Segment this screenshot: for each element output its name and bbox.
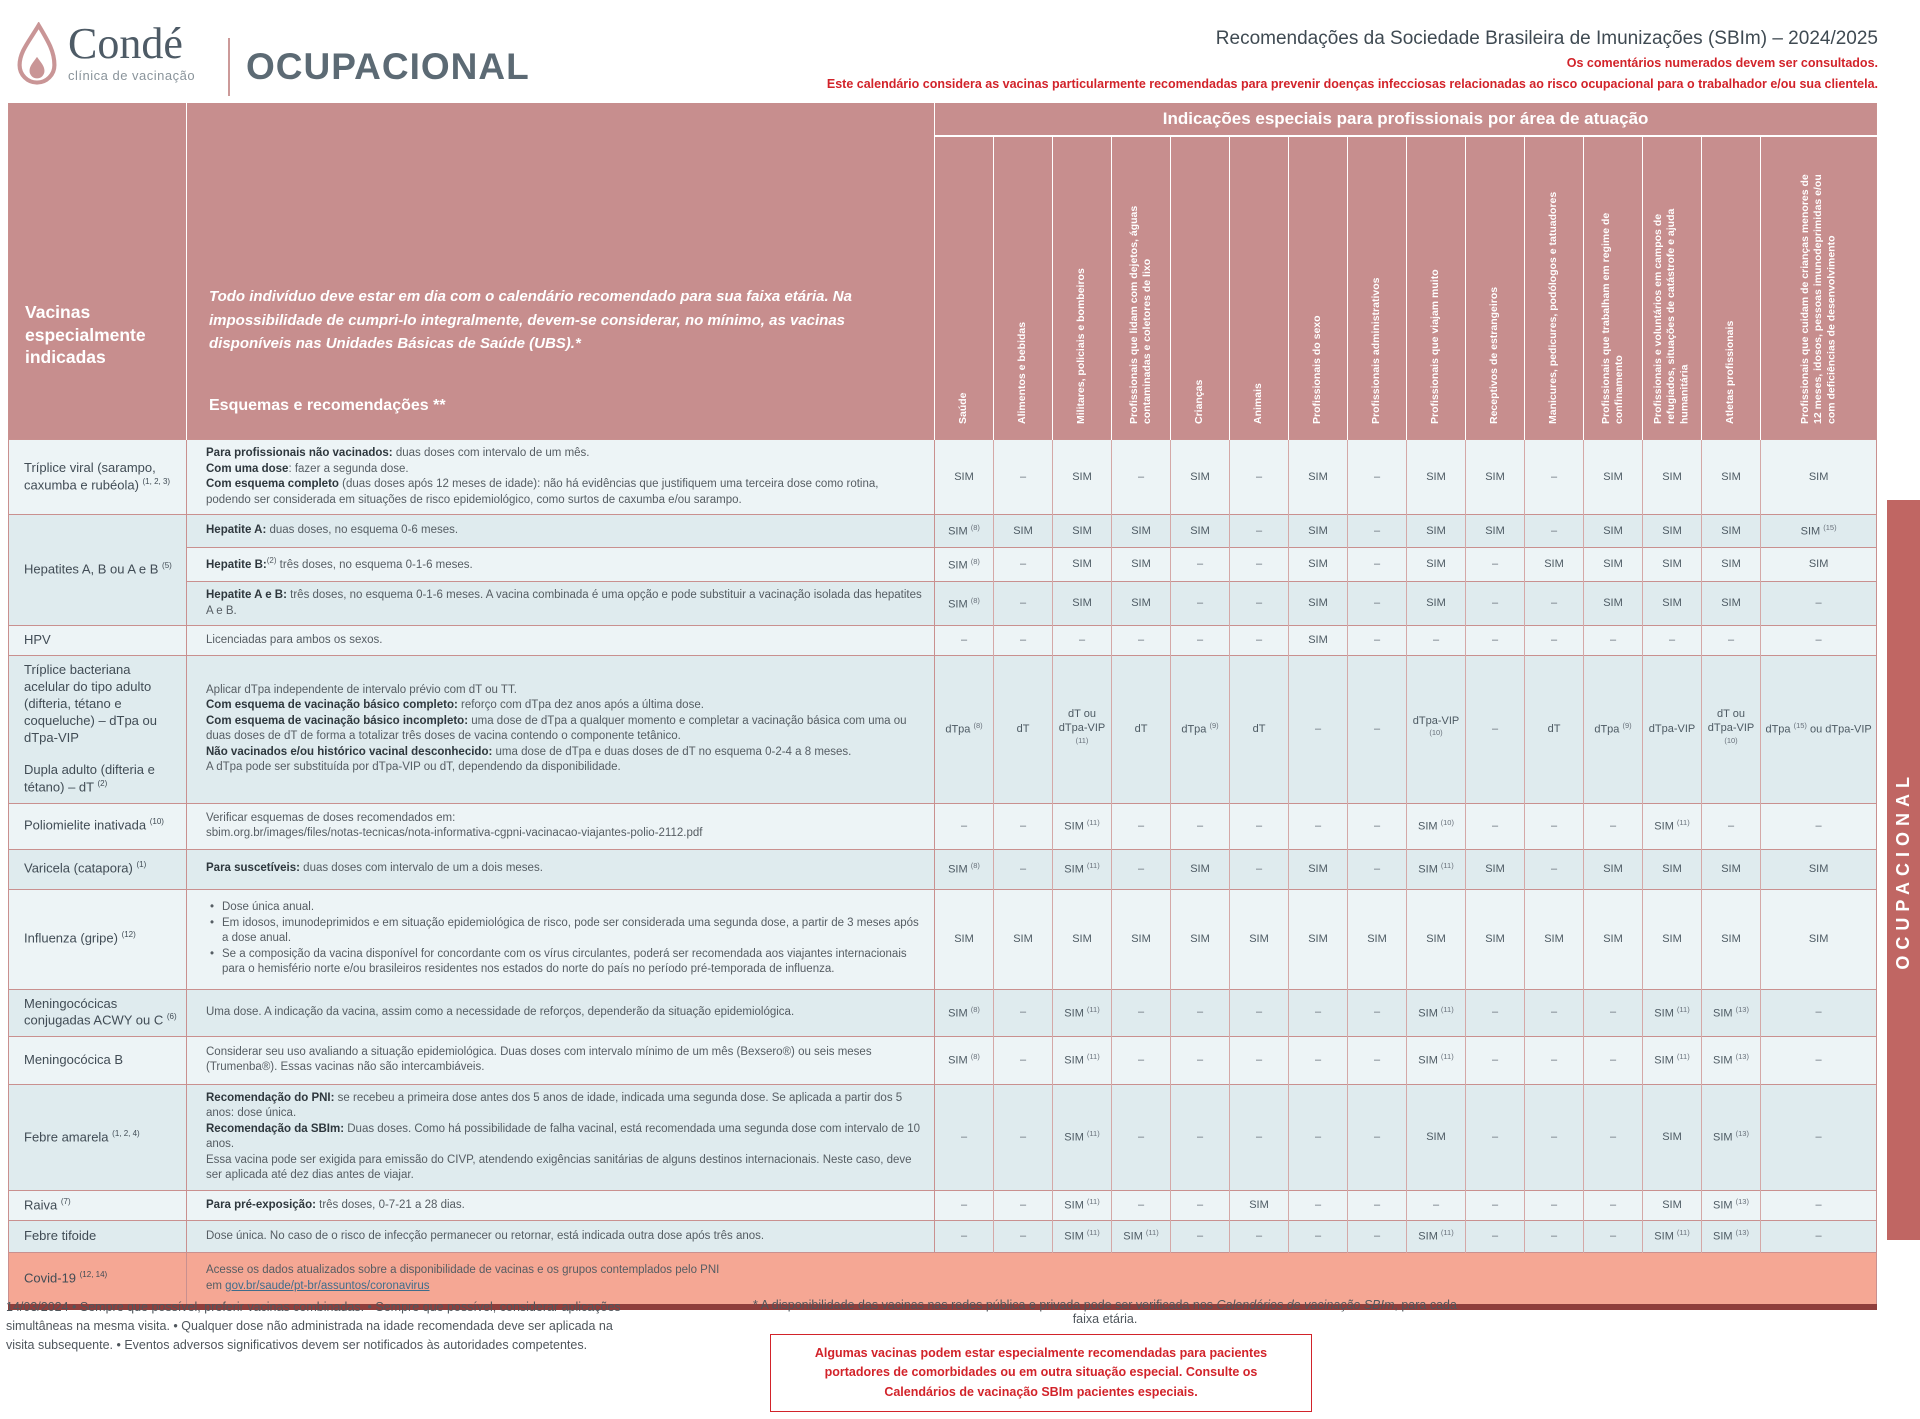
indication-cell: – (1761, 1190, 1877, 1220)
indication-cell: SIM (1466, 440, 1525, 515)
indication-cell: SIM (1230, 889, 1289, 989)
profession-column-header-15: Profissionais que cuidam de crianças menores de 12 meses, idosos, pessoas imunodeprimidas e/ou com deficiências de desenvolvimento (1761, 136, 1877, 440)
vaccine-name: Febre amarela $^{(1, 2, 4)}$ (9, 1084, 187, 1190)
indication-cell: SIM (1525, 889, 1584, 989)
indication-cell: SIM (1643, 849, 1702, 889)
indication-cell: SIM (1112, 582, 1171, 626)
indication-cell: SIM (1643, 582, 1702, 626)
indication-cell: SIM $^{(11)}$ (1407, 1220, 1466, 1252)
indication-cell: – (1348, 803, 1407, 849)
indication-cell: – (1171, 989, 1230, 1036)
indication-cell: SIM $^{(13)}$ (1702, 1190, 1761, 1220)
indication-cell: SIM (1112, 548, 1171, 582)
indication-cell: – (1171, 626, 1230, 656)
indication-cell: SIM (1466, 515, 1525, 548)
indication-cell: – (1525, 440, 1584, 515)
section-header: Indicações especiais para profissionais por área de atuação (935, 103, 1877, 136)
indication-cell: SIM (1702, 548, 1761, 582)
vaccine-name: Hepatites A, B ou A e B $^{(5)}$ (9, 515, 187, 626)
indication-cell: SIM $^{(13)}$ (1702, 989, 1761, 1036)
vaccine-name: Febre tifoide (9, 1220, 187, 1252)
indication-cell: – (1584, 1220, 1643, 1252)
header-note-2: Este calendário considera as vacinas particularmente recomendadas para prevenir doenças infecciosas relacionadas ao risco ocupacional para o trabalhador e/ou sua clientela. (826, 77, 1878, 92)
indication-cell: SIM (1584, 582, 1643, 626)
indication-cell: – (1171, 1036, 1230, 1084)
indication-cell: SIM $^{(8)}$ (935, 1036, 994, 1084)
indication-cell: SIM $^{(11)}$ (1053, 989, 1112, 1036)
indication-cell: – (1584, 803, 1643, 849)
vaccine-row (9, 1084, 1877, 1190)
indication-cell: SIM (1643, 1084, 1702, 1190)
indication-cell: SIM $^{(8)}$ (935, 582, 994, 626)
indication-cell: SIM $^{(15)}$ (1761, 515, 1877, 548)
indication-cell: – (994, 803, 1053, 849)
indication-cell: SIM $^{(11)}$ (1053, 1190, 1112, 1220)
profession-column-header-1: Saúde (935, 136, 994, 440)
indication-cell: SIM (935, 889, 994, 989)
vaccine-row (9, 548, 1877, 582)
indication-cell: – (1348, 1220, 1407, 1252)
indication-cell: – (1230, 440, 1289, 515)
indication-cell: – (935, 1220, 994, 1252)
vaccine-name: Tríplice bacteriana acelular do tipo adulto (difteria, tétano e coqueluche) – dTpa ou dTpa-VIP Dupla adulto (difteria e tétano) – dT $^{(2)}$ (9, 655, 187, 803)
indication-cell: – (1112, 1036, 1171, 1084)
indication-cell: – (994, 548, 1053, 582)
indication-cell: SIM (1407, 440, 1466, 515)
indication-cell: SIM (1171, 515, 1230, 548)
indication-cell: SIM (1407, 515, 1466, 548)
indication-cell: – (1348, 1084, 1407, 1190)
drop-icon (12, 22, 62, 90)
indication-cell: – (1230, 989, 1289, 1036)
indication-cell: dTpa-VIP (1643, 655, 1702, 803)
indication-cell: SIM $^{(11)}$ (1053, 1036, 1112, 1084)
indication-cell: SIM $^{(8)}$ (935, 515, 994, 548)
indication-cell: SIM $^{(8)}$ (935, 548, 994, 582)
indication-cell: – (1230, 1084, 1289, 1190)
indication-cell: – (1466, 1036, 1525, 1084)
indication-cell: – (1525, 989, 1584, 1036)
indication-cell: dTpa $^{(8)}$ (935, 655, 994, 803)
indication-cell: – (1171, 548, 1230, 582)
indication-cell: SIM (1643, 1190, 1702, 1220)
indication-cell: – (1348, 1036, 1407, 1084)
logo-divider (228, 38, 230, 96)
vaccine-name: Varicela (catapora) $^{(1)}$ (9, 849, 187, 889)
indication-cell: SIM (1702, 582, 1761, 626)
indication-cell: dT ou dTpa-VIP $^{(11)}$ (1053, 655, 1112, 803)
indication-cell: SIM $^{(13)}$ (1702, 1220, 1761, 1252)
indication-cell: – (1525, 626, 1584, 656)
indication-cell: SIM (1702, 849, 1761, 889)
indication-cell: SIM (1584, 849, 1643, 889)
indication-cell: SIM (1289, 626, 1348, 656)
indication-cell: SIM $^{(11)}$ (1053, 803, 1112, 849)
vaccine-scheme: Acesse os dados atualizados sobre a disponibilidade de vacinas e os grupos contemplados pelo PNI em gov.br/saude/pt-br/assuntos/coronavirus (187, 1252, 1877, 1307)
indication-cell: – (1643, 626, 1702, 656)
indication-cell: SIM (1230, 1190, 1289, 1220)
indication-cell: SIM (1407, 582, 1466, 626)
indication-cell: – (1289, 1190, 1348, 1220)
indication-cell: SIM $^{(10)}$ (1407, 803, 1466, 849)
vaccine-name: Influenza (gripe) $^{(12)}$ (9, 889, 187, 989)
indication-cell: SIM $^{(11)}$ (1053, 1084, 1112, 1190)
indication-cell: SIM (994, 515, 1053, 548)
profession-column-header-5: Crianças (1171, 136, 1230, 440)
vaccine-scheme: Uma dose. A indicação da vacina, assim como a necessidade de reforços, dependerão da situação epidemiológica. (187, 989, 935, 1036)
indication-cell: dT ou dTpa-VIP $^{(10)}$ (1702, 655, 1761, 803)
indication-cell: SIM (1761, 548, 1877, 582)
clinic-logo (12, 19, 196, 90)
schemes-header (187, 103, 935, 440)
vaccine-row (9, 1190, 1877, 1220)
vaccine-name: Raiva $^{(7)}$ (9, 1190, 187, 1220)
indication-cell: – (1171, 1084, 1230, 1190)
vaccine-scheme: Considerar seu uso avaliando a situação epidemiológica. Duas doses com intervalo mínimo de um mês (Bexsero®) ou seis meses (Trumenba®). Essas vacinas não são intercambiáveis. (187, 1036, 935, 1084)
indication-cell: – (1112, 989, 1171, 1036)
indication-cell: – (1171, 1220, 1230, 1252)
indication-cell: – (1348, 1190, 1407, 1220)
indication-cell: SIM $^{(13)}$ (1702, 1036, 1761, 1084)
vaccine-scheme: Hepatite B:$^{(2)}$ três doses, no esquema 0-1-6 meses. (187, 548, 935, 582)
indication-cell: SIM (994, 889, 1053, 989)
indication-cell: – (935, 1084, 994, 1190)
indication-cell: – (1525, 1190, 1584, 1220)
indication-cell: – (1112, 1084, 1171, 1190)
indication-cell: – (1289, 1084, 1348, 1190)
vaccine-scheme: Hepatite A: duas doses, no esquema 0-6 meses. (187, 515, 935, 548)
indication-cell: SIM $^{(8)}$ (935, 849, 994, 889)
indication-cell: SIM $^{(11)}$ (1053, 1220, 1112, 1252)
indication-cell: SIM $^{(11)}$ (1643, 803, 1702, 849)
vaccine-scheme: • Dose única anual. • Em idosos, imunodeprimidos e em situação epidemiológica de risco, pode ser considerada uma segunda dose, a partir de 3 meses após a dose anual. • Se a composição da vacina disponível for concordante com os vírus circulantes, poderá ser recomendada aos viajantes internacionais para o hemisfério norte e/ou brasileiros residentes nos estados do norte do país no período pré-temporada de influenza. (187, 889, 935, 989)
indication-cell: – (1584, 626, 1643, 656)
indication-cell: – (1761, 626, 1877, 656)
indication-cell: SIM (1053, 548, 1112, 582)
indication-cell: – (1348, 626, 1407, 656)
indication-cell: SIM $^{(8)}$ (935, 989, 994, 1036)
intro-paragraph: Todo indivíduo deve estar em dia com o calendário recomendado para sua faixa etária. Na impossibilidade de cumpri-lo integralmente, devem-se considerar, no mínimo, as vacinas disponíveis nas Unidades Básicas de Saúde (UBS).* (209, 288, 852, 352)
indication-cell: – (1584, 1190, 1643, 1220)
vaccine-row (9, 582, 1877, 626)
vaccine-row (9, 440, 1877, 515)
indication-cell: – (1289, 1036, 1348, 1084)
profession-column-header-13: Profissionais e voluntários em campos de refugiados, situações de catástrofe e ajuda humanitária (1643, 136, 1702, 440)
profession-column-header-4: Profissionais que lidam com dejetos, águas contaminadas e coletores de lixo (1112, 136, 1171, 440)
indication-cell: – (1112, 1190, 1171, 1220)
vaccine-name: Poliomielite inativada $^{(10)}$ (9, 803, 187, 849)
indication-cell: – (1348, 582, 1407, 626)
indication-cell: – (1053, 626, 1112, 656)
indication-cell: – (1525, 849, 1584, 889)
indication-cell: – (935, 803, 994, 849)
vaccine-name: Meningocócicas conjugadas ACWY ou C $^{(6)}$ (9, 989, 187, 1036)
footer-notes: 14/03/2024 • Sempre que possível, preferir vacinas combinadas. • Sempre que possível, considerar aplicações simultâneas na mesma visita. • Qualquer dose não administrada na idade recomendada deve ser aplicada na visita subsequente. • Eventos adversos significativos devem ser notificados às autoridades competentes. (6, 1300, 621, 1352)
indication-cell: SIM $^{(11)}$ (1643, 1220, 1702, 1252)
indication-cell: – (1348, 548, 1407, 582)
top-header (0, 0, 1920, 103)
indication-cell: – (1289, 803, 1348, 849)
vaccine-scheme: Recomendação do PNI: se recebeu a primeira dose antes dos 5 anos de idade, indicada uma segunda dose. Se aplicada a partir dos 5 anos: dose única. Recomendação da SBIm: Duas doses. Como há possibilidade de falha vacinal, está recomendada uma segunda dose com intervalo de 10 anos. Essa vacina pode ser exigida para emissão do CIVP, atendendo exigências sanitárias de alguns destinos internacionais. Neste caso, deve ser aplicada até dez dias antes de viajar. (187, 1084, 935, 1190)
indication-cell: dT (1525, 655, 1584, 803)
indication-cell: SIM (1643, 440, 1702, 515)
indication-cell: – (994, 626, 1053, 656)
indication-cell: – (1171, 803, 1230, 849)
indication-cell: SIM $^{(11)}$ (1407, 849, 1466, 889)
indication-cell: SIM (1053, 889, 1112, 989)
vaccine-row (9, 626, 1877, 656)
indication-cell: SIM (1289, 548, 1348, 582)
indication-cell: – (1466, 1084, 1525, 1190)
indication-cell: – (1230, 1036, 1289, 1084)
indication-cell: – (1348, 849, 1407, 889)
clinic-tagline: clínica de vacinação (68, 68, 196, 83)
indication-cell: – (1761, 1036, 1877, 1084)
vaccine-scheme: Dose única. No caso de o risco de infecção permanecer ou retornar, está indicada outra dose após três anos. (187, 1220, 935, 1252)
indication-cell: dT (1230, 655, 1289, 803)
indication-cell: – (1466, 582, 1525, 626)
indication-cell: – (1761, 582, 1877, 626)
availability-note: * A disponibilidade das vacinas nas redes pública e privada pode ser verificada nos Calendários de vacinação SBIm, para cada faixa etária. (753, 1298, 1457, 1326)
indication-cell: – (994, 1036, 1053, 1084)
indication-cell: – (994, 440, 1053, 515)
footer (0, 1284, 1920, 1419)
indication-cell: SIM (1643, 548, 1702, 582)
indication-cell: – (1525, 1220, 1584, 1252)
indication-cell: – (1584, 989, 1643, 1036)
indication-cell: SIM $^{(11)}$ (1112, 1220, 1171, 1252)
indication-cell: – (1761, 989, 1877, 1036)
indication-cell: SIM (1171, 849, 1230, 889)
indication-cell: SIM (1643, 515, 1702, 548)
indication-cell: – (1112, 803, 1171, 849)
profession-column-header-11: Manicures, pedicures, podólogos e tatuadores (1525, 136, 1584, 440)
vaccine-scheme: Aplicar dTpa independente de intervalo prévio com dT ou TT. Com esquema de vacinação básico completo: reforço com dTpa dez anos após a última dose. Com esquema de vacinação básico incompleto: uma dose de dTpa a qualquer momento e completar a vacinação básica com uma ou duas doses de dT de forma a totalizar três doses de vacina contendo o componente tetânico. Não vacinados e/ou histórico vacinal desconhecido: uma dose de dTpa e duas doses de dT no esquema 0-2-4 a 8 meses. A dTpa pode ser substituída por dTpa-VIP ou dT, dependendo da disponibilidade. (187, 655, 935, 803)
indication-cell: – (1348, 989, 1407, 1036)
profession-column-header-6: Animais (1230, 136, 1289, 440)
indication-cell: dTpa $^{(9)}$ (1171, 655, 1230, 803)
indication-cell: SIM (1584, 889, 1643, 989)
header-note-1: Os comentários numerados devem ser consultados. (1566, 56, 1878, 70)
indication-cell: – (1466, 1220, 1525, 1252)
indication-cell: – (1525, 803, 1584, 849)
indication-cell: SIM (1289, 440, 1348, 515)
indication-cell: SIM (1171, 440, 1230, 515)
corner-header: Vacinas especialmente indicadas (9, 103, 187, 440)
indication-cell: SIM $^{(11)}$ (1643, 989, 1702, 1036)
profession-column-header-8: Profissionais administrativos (1348, 136, 1407, 440)
indication-cell: SIM (1761, 889, 1877, 989)
indication-cell: – (1171, 1190, 1230, 1220)
indication-cell: SIM (1584, 515, 1643, 548)
indication-cell: SIM (1289, 515, 1348, 548)
indication-cell: – (1230, 803, 1289, 849)
indication-cell: – (1230, 582, 1289, 626)
indication-cell: SIM (1761, 440, 1877, 515)
indication-cell: dT (994, 655, 1053, 803)
indication-cell: – (1348, 655, 1407, 803)
vaccine-scheme: Para profissionais não vacinados: duas doses com intervalo de um mês. Com uma dose: fazer a segunda dose. Com esquema completo (duas doses após 12 meses de idade): não há evidências que justifiquem uma terceira dose como rotina, podendo ser considerada em situações de risco epidemiológico, como surtos de caxumba e/ou sarampo. (187, 440, 935, 515)
indication-cell: – (1348, 515, 1407, 548)
indication-cell: – (1702, 626, 1761, 656)
indication-cell: – (994, 582, 1053, 626)
clinic-name: Condé (68, 19, 183, 68)
page-title: Recomendações da Sociedade Brasileira de Imunizações (SBIm) – 2024/2025 (1215, 28, 1878, 49)
indication-cell: – (1112, 849, 1171, 889)
indication-cell: – (994, 849, 1053, 889)
special-patients-box: Algumas vacinas podem estar especialmente recomendadas para pacientes portadores de comorbidades ou em outra situação especial. Consulte os Calendários de vacinação SBIm pacientes especiais. (770, 1334, 1312, 1412)
indication-cell: SIM (1289, 889, 1348, 989)
indication-cell: SIM (1525, 548, 1584, 582)
indication-cell: – (935, 1190, 994, 1220)
indication-cell: – (1702, 803, 1761, 849)
profession-column-header-9: Profissionais que viajam muito (1407, 136, 1466, 440)
indication-cell: dT (1112, 655, 1171, 803)
indication-cell: – (1112, 626, 1171, 656)
indication-cell: SIM $^{(11)}$ (1407, 1036, 1466, 1084)
indication-cell: – (1407, 1190, 1466, 1220)
vaccine-row (9, 1036, 1877, 1084)
indication-cell: – (1230, 548, 1289, 582)
indication-cell: – (935, 626, 994, 656)
indication-cell: dTpa $^{(9)}$ (1584, 655, 1643, 803)
indication-cell: SIM (1053, 440, 1112, 515)
indication-cell: – (1171, 582, 1230, 626)
indication-cell: – (1466, 655, 1525, 803)
profession-column-header-14: Atletas profissionais (1702, 136, 1761, 440)
vaccine-row (9, 849, 1877, 889)
indication-cell: – (994, 1220, 1053, 1252)
indication-cell: dTpa $^{(15)}$ ou dTpa-VIP (1761, 655, 1877, 803)
indication-cell: – (1466, 1190, 1525, 1220)
indication-cell: SIM $^{(11)}$ (1407, 989, 1466, 1036)
indication-cell: – (1230, 626, 1289, 656)
indication-cell: SIM (1466, 849, 1525, 889)
indication-cell: – (994, 1084, 1053, 1190)
indication-cell: SIM (1407, 548, 1466, 582)
indication-cell: SIM $^{(11)}$ (1053, 849, 1112, 889)
indication-cell: SIM (1348, 889, 1407, 989)
indication-cell: – (1584, 1084, 1643, 1190)
vaccine-row (9, 989, 1877, 1036)
vaccine-row (9, 1220, 1877, 1252)
indication-cell: SIM (1289, 582, 1348, 626)
indication-cell: SIM (1112, 515, 1171, 548)
vaccine-scheme: Licenciadas para ambos os sexos. (187, 626, 935, 656)
indication-cell: SIM (1702, 440, 1761, 515)
indication-cell: – (1466, 989, 1525, 1036)
indication-cell: SIM (1053, 515, 1112, 548)
side-tab-ocupacional (1887, 500, 1920, 1240)
indication-cell: SIM (935, 440, 994, 515)
vaccine-row (9, 515, 1877, 548)
indication-cell: – (1761, 1084, 1877, 1190)
indication-cell: – (1230, 849, 1289, 889)
vaccine-name: Meningocócica B (9, 1036, 187, 1084)
indication-cell: SIM (1407, 889, 1466, 989)
profession-column-header-7: Profissionais do sexo (1289, 136, 1348, 440)
vaccine-scheme: Verificar esquemas de doses recomendados em: sbim.org.br/images/files/notas-tecnicas/nota-informativa-cgpni-vacinacao-viajantes-polio-2112.pdf (187, 803, 935, 849)
indication-cell: – (1525, 515, 1584, 548)
profession-column-header-10: Receptivos de estrangeiros (1466, 136, 1525, 440)
schemes-title: Esquemas e recomendações ** (209, 397, 446, 414)
indication-cell: – (1525, 1084, 1584, 1190)
vaccine-row (9, 889, 1877, 989)
vaccine-scheme: Para suscetíveis: duas doses com intervalo de um a dois meses. (187, 849, 935, 889)
indication-cell: – (1466, 626, 1525, 656)
vaccine-scheme: Para pré-exposição: três doses, 0-7-21 a 28 dias. (187, 1190, 935, 1220)
indication-cell: SIM (1702, 889, 1761, 989)
document-title: OCUPACIONAL (246, 46, 530, 87)
side-tab-label: OCUPACIONAL (1893, 770, 1913, 970)
indication-cell: SIM $^{(11)}$ (1643, 1036, 1702, 1084)
indication-cell: – (1761, 1220, 1877, 1252)
indication-cell: – (1761, 803, 1877, 849)
vaccine-row (9, 803, 1877, 849)
profession-column-header-3: Militares, policiais e bombeiros (1053, 136, 1112, 440)
profession-column-header-12: Profissionais que trabalham em regime de confinamento (1584, 136, 1643, 440)
indication-cell: – (1466, 803, 1525, 849)
indication-cell: SIM (1584, 440, 1643, 515)
indication-cell: SIM (1761, 849, 1877, 889)
vaccine-row (9, 655, 1877, 803)
indication-cell: dTpa-VIP $^{(10)}$ (1407, 655, 1466, 803)
indication-cell: – (1407, 626, 1466, 656)
indication-cell: – (1525, 582, 1584, 626)
indication-cell: – (1466, 548, 1525, 582)
indication-cell: SIM $^{(13)}$ (1702, 1084, 1761, 1190)
indication-cell: – (994, 1190, 1053, 1220)
indication-cell: SIM (1171, 889, 1230, 989)
indication-cell: – (1289, 989, 1348, 1036)
indication-cell: – (994, 989, 1053, 1036)
indication-cell: – (1348, 440, 1407, 515)
indication-cell: – (1230, 1220, 1289, 1252)
vaccine-name: HPV (9, 626, 187, 656)
indication-cell: – (1584, 1036, 1643, 1084)
vaccine-scheme: Hepatite A e B: três doses, no esquema 0-1-6 meses. A vacina combinada é uma opção e pode substituir a vacinação isolada das hepatites A e B. (187, 582, 935, 626)
vaccine-name: Tríplice viral (sarampo, caxumba e rubéola) $^{(1, 2, 3)}$ (9, 440, 187, 515)
indication-cell: SIM (1466, 889, 1525, 989)
indication-cell: – (1289, 1220, 1348, 1252)
indication-cell: SIM (1643, 889, 1702, 989)
indication-cell: SIM (1289, 849, 1348, 889)
indication-cell: SIM (1702, 515, 1761, 548)
vaccination-table (8, 103, 1877, 1310)
indication-cell: – (1525, 1036, 1584, 1084)
indication-cell: SIM (1584, 548, 1643, 582)
indication-cell: – (1230, 515, 1289, 548)
indication-cell: – (1289, 655, 1348, 803)
indication-cell: SIM (1407, 1084, 1466, 1190)
indication-cell: – (1112, 440, 1171, 515)
coronavirus-link[interactable]: gov.br/saude/pt-br/assuntos/coronavirus (225, 1279, 430, 1292)
vaccine-name: Covid-19 $^{(12, 14)}$ (9, 1252, 187, 1307)
indication-cell: SIM (1112, 889, 1171, 989)
profession-column-header-2: Alimentos e bebidas (994, 136, 1053, 440)
indication-cell: SIM (1053, 582, 1112, 626)
